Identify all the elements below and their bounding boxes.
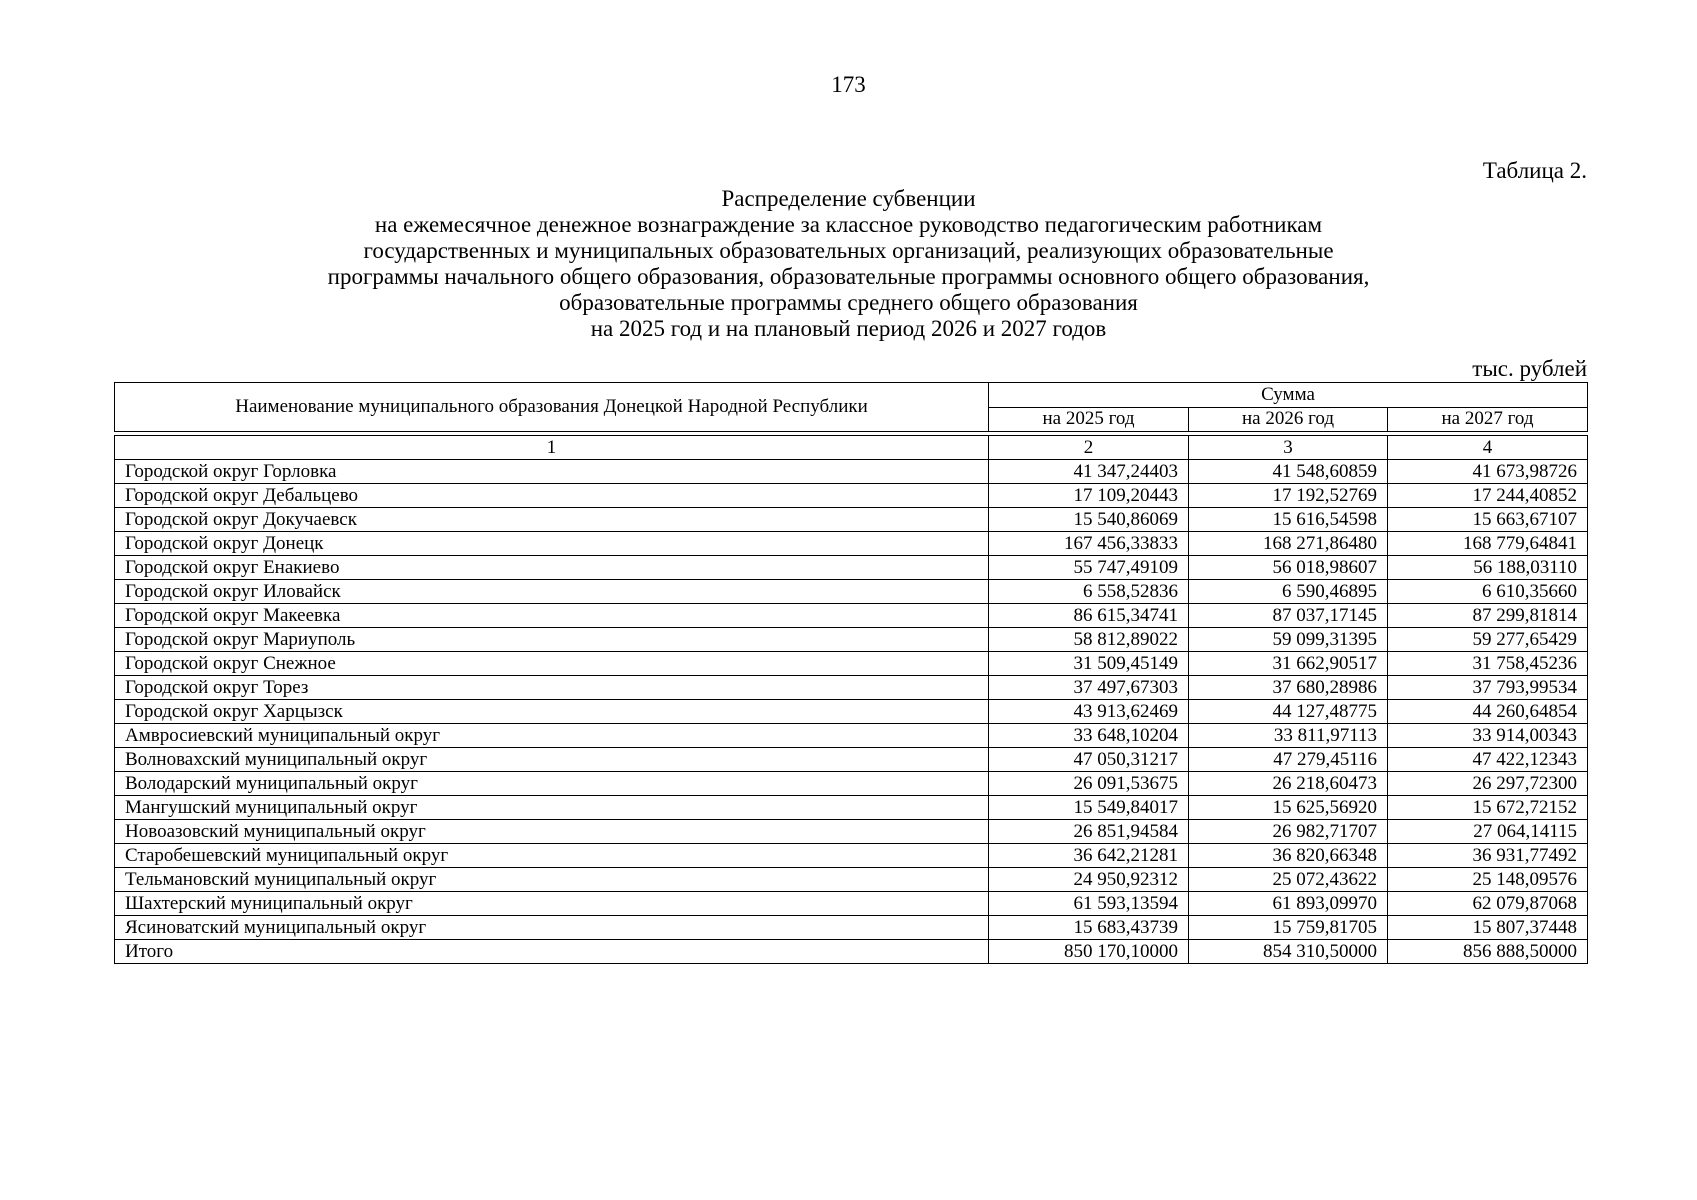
units-label: тыс. рублей: [1472, 356, 1587, 381]
value-2025: 55 747,49109: [989, 556, 1189, 580]
table-row: [115, 460, 1588, 484]
table-row: [115, 604, 1588, 628]
value-2025: 41 347,24403: [989, 460, 1189, 484]
value-2027: 37 793,99534: [1388, 676, 1588, 700]
table-row: [115, 700, 1588, 724]
header-year-2027: на 2027 год: [1388, 407, 1588, 432]
value-2026: 33 811,97113: [1189, 724, 1388, 748]
table-header: [115, 383, 1588, 432]
value-2027: 36 931,77492: [1388, 844, 1588, 868]
municipality-name: Амвросиевский муниципальный округ: [115, 724, 989, 748]
header-municipality: Наименование муниципального образования Донецкой Народной Республики: [115, 383, 989, 432]
municipality-name: Городской округ Горловка: [115, 460, 989, 484]
table-row: [115, 844, 1588, 868]
value-2026: 168 271,86480: [1189, 532, 1388, 556]
title-line: на ежемесячное денежное вознаграждение за классное руководство педагогическим работникам: [374, 212, 1323, 237]
value-2026: 17 192,52769: [1189, 484, 1388, 508]
value-2026: 15 616,54598: [1189, 508, 1388, 532]
value-2027: 47 422,12343: [1388, 748, 1588, 772]
table-row: [115, 796, 1588, 820]
table-row: [115, 820, 1588, 844]
value-2027: 856 888,50000: [1388, 940, 1588, 964]
municipality-name: Тельмановский муниципальный округ: [115, 868, 989, 892]
column-number: 3: [1189, 436, 1388, 460]
value-2025: 24 950,92312: [989, 868, 1189, 892]
header-year-2026: на 2026 год: [1189, 407, 1388, 432]
table-row: [115, 892, 1588, 916]
value-2027: 15 807,37448: [1388, 916, 1588, 940]
table-row: [115, 748, 1588, 772]
value-2025: 36 642,21281: [989, 844, 1189, 868]
municipality-name: Волновахский муниципальный округ: [115, 748, 989, 772]
table-row: [115, 580, 1588, 604]
value-2027: 27 064,14115: [1388, 820, 1588, 844]
title-line: Распределение субвенции: [721, 186, 976, 211]
municipality-name: Новоазовский муниципальный округ: [115, 820, 989, 844]
value-2027: 15 672,72152: [1388, 796, 1588, 820]
value-2026: 15 759,81705: [1189, 916, 1388, 940]
table-row: [115, 772, 1588, 796]
value-2025: 58 812,89022: [989, 628, 1189, 652]
table-row: [115, 484, 1588, 508]
value-2025: 26 091,53675: [989, 772, 1189, 796]
value-2026: 6 590,46895: [1189, 580, 1388, 604]
value-2026: 31 662,90517: [1189, 652, 1388, 676]
value-2026: 25 072,43622: [1189, 868, 1388, 892]
value-2025: 15 683,43739: [989, 916, 1189, 940]
value-2025: 37 497,67303: [989, 676, 1189, 700]
municipality-name: Итого: [115, 940, 989, 964]
value-2025: 26 851,94584: [989, 820, 1189, 844]
value-2026: 47 279,45116: [1189, 748, 1388, 772]
value-2026: 37 680,28986: [1189, 676, 1388, 700]
municipality-name: Городской округ Торез: [115, 676, 989, 700]
column-number: 2: [989, 436, 1189, 460]
value-2025: 61 593,13594: [989, 892, 1189, 916]
value-2025: 33 648,10204: [989, 724, 1189, 748]
municipality-name: Шахтерский муниципальный округ: [115, 892, 989, 916]
value-2025: 47 050,31217: [989, 748, 1189, 772]
municipality-name: Городской округ Енакиево: [115, 556, 989, 580]
value-2026: 26 982,71707: [1189, 820, 1388, 844]
table-row: [115, 676, 1588, 700]
municipality-name: Городской округ Снежное: [115, 652, 989, 676]
municipality-name: Городской округ Донецк: [115, 532, 989, 556]
column-number-row: [115, 436, 1588, 460]
table-row: [115, 508, 1588, 532]
municipality-name: Городской округ Харцызск: [115, 700, 989, 724]
value-2025: 167 456,33833: [989, 532, 1189, 556]
value-2026: 26 218,60473: [1189, 772, 1388, 796]
value-2027: 87 299,81814: [1388, 604, 1588, 628]
value-2027: 33 914,00343: [1388, 724, 1588, 748]
municipality-name: Городской округ Иловайск: [115, 580, 989, 604]
value-2027: 59 277,65429: [1388, 628, 1588, 652]
value-2027: 15 663,67107: [1388, 508, 1588, 532]
value-2027: 56 188,03110: [1388, 556, 1588, 580]
value-2026: 44 127,48775: [1189, 700, 1388, 724]
value-2025: 15 549,84017: [989, 796, 1189, 820]
header-year-2025: на 2025 год: [989, 407, 1189, 432]
value-2025: 43 913,62469: [989, 700, 1189, 724]
value-2027: 26 297,72300: [1388, 772, 1588, 796]
municipality-name: Володарский муниципальный округ: [115, 772, 989, 796]
title-line: программы начального общего образования, образовательные программы основного общего образования,: [327, 264, 1370, 289]
value-2027: 31 758,45236: [1388, 652, 1588, 676]
table-row: [115, 868, 1588, 892]
table-row: [115, 532, 1588, 556]
table-body: [115, 432, 1588, 964]
value-2026: 15 625,56920: [1189, 796, 1388, 820]
municipality-name: Городской округ Макеевка: [115, 604, 989, 628]
value-2025: 17 109,20443: [989, 484, 1189, 508]
value-2026: 854 310,50000: [1189, 940, 1388, 964]
header-sum: Сумма: [989, 383, 1588, 408]
table-row: [115, 628, 1588, 652]
table-row: [115, 916, 1588, 940]
title-line: на 2025 год и на плановый период 2026 и 2027 годов: [590, 316, 1107, 341]
municipality-name: Городской округ Докучаевск: [115, 508, 989, 532]
page-number: 173: [831, 72, 866, 97]
value-2027: 168 779,64841: [1388, 532, 1588, 556]
table-row: [115, 724, 1588, 748]
value-2025: 6 558,52836: [989, 580, 1189, 604]
value-2027: 41 673,98726: [1388, 460, 1588, 484]
value-2027: 44 260,64854: [1388, 700, 1588, 724]
value-2026: 59 099,31395: [1189, 628, 1388, 652]
value-2026: 56 018,98607: [1189, 556, 1388, 580]
table-title: [0, 186, 1697, 342]
value-2026: 36 820,66348: [1189, 844, 1388, 868]
value-2027: 62 079,87068: [1388, 892, 1588, 916]
table-label: Таблица 2.: [1482, 158, 1587, 183]
value-2025: 31 509,45149: [989, 652, 1189, 676]
value-2027: 6 610,35660: [1388, 580, 1588, 604]
total-row: [115, 940, 1588, 964]
municipality-name: Мангушский муниципальный округ: [115, 796, 989, 820]
municipality-name: Городской округ Дебальцево: [115, 484, 989, 508]
municipality-name: Городской округ Мариуполь: [115, 628, 989, 652]
value-2026: 87 037,17145: [1189, 604, 1388, 628]
title-line: государственных и муниципальных образовательных организаций, реализующих образовательные: [363, 238, 1334, 263]
table-row: [115, 556, 1588, 580]
column-number: 1: [115, 436, 989, 460]
value-2027: 17 244,40852: [1388, 484, 1588, 508]
municipality-name: Ясиноватский муниципальный округ: [115, 916, 989, 940]
value-2027: 25 148,09576: [1388, 868, 1588, 892]
value-2026: 41 548,60859: [1189, 460, 1388, 484]
value-2025: 15 540,86069: [989, 508, 1189, 532]
subvention-table: [114, 382, 1588, 964]
value-2025: 850 170,10000: [989, 940, 1189, 964]
value-2026: 61 893,09970: [1189, 892, 1388, 916]
title-line: образовательные программы среднего общего образования: [559, 290, 1138, 315]
table-row: [115, 652, 1588, 676]
municipality-name: Старобешевский муниципальный округ: [115, 844, 989, 868]
value-2025: 86 615,34741: [989, 604, 1189, 628]
column-number: 4: [1388, 436, 1588, 460]
